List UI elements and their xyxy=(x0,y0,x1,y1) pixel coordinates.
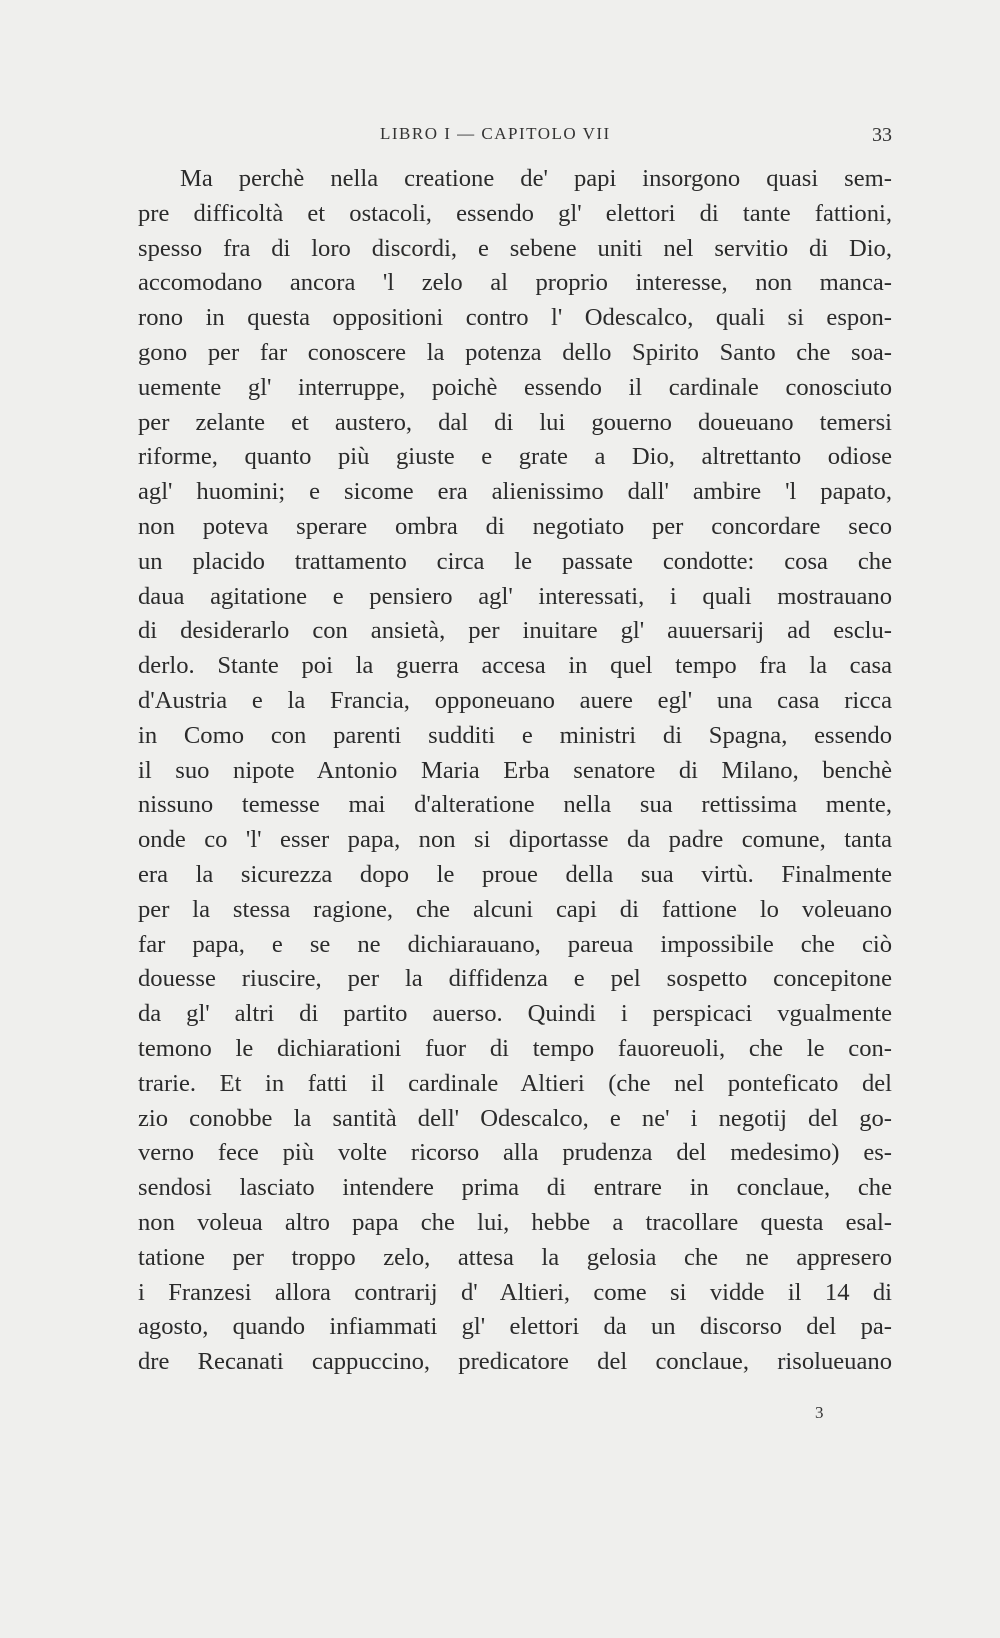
text-line: nissuno temesse mai d'alteratione nella sua rettissima mente, xyxy=(138,791,892,819)
text-line: agl' huomini; e sicome era alienissimo dall' ambire 'l papato, xyxy=(138,478,892,506)
text-line: il suo nipote Antonio Maria Erba senatore di Milano, benchè xyxy=(138,756,892,784)
text-line: verno fece più volte ricorso alla prudenza del medesimo) es- xyxy=(138,1139,892,1167)
text-line: per la stessa ragione, che alcuni capi di fattione lo voleuano xyxy=(138,895,892,923)
text-line: gono per far conoscere la potenza dello Spirito Santo che soa- xyxy=(138,338,892,366)
text-line: non voleua altro papa che lui, hebbe a tracollare questa esal- xyxy=(138,1208,892,1236)
text-line: era la sicurezza dopo le proue della sua virtù. Finalmente xyxy=(138,860,892,888)
text-line: sendosi lasciato intendere prima di entrare in conclaue, che xyxy=(138,1174,892,1202)
signature-mark: 3 xyxy=(815,1403,824,1422)
text-line: i Franzesi allora contrarij d' Altieri, come si vidde il 14 di xyxy=(138,1278,892,1306)
text-line: per zelante et austero, dal di lui gouerno doueuano temersi xyxy=(138,408,892,436)
text-line: un placido trattamento circa le passate condotte: cosa che xyxy=(138,547,892,575)
text-line: rono in questa oppositioni contro l' Odescalco, quali si espon- xyxy=(138,304,892,332)
text-line: douesse riuscire, per la diffidenza e pel sospetto concepitone xyxy=(138,965,892,993)
text-line: Ma perchè nella creatione de' papi insorgono quasi sem- xyxy=(180,165,892,192)
text-line: di desiderarlo con ansietà, per inuitare gl' auuersarij ad esclu- xyxy=(138,617,892,645)
text-line: pre difficoltà et ostacoli, essendo gl' elettori di tante fattioni, xyxy=(138,199,892,227)
text-line: d'Austria e la Francia, opponeuano auere egl' una casa ricca xyxy=(138,686,892,714)
text-line: tatione per troppo zelo, attesa la gelosia che ne appresero xyxy=(138,1243,892,1271)
body-text xyxy=(138,162,892,1380)
text-line: trarie. Et in fatti il cardinale Altieri (che nel ponteficato del xyxy=(138,1069,892,1097)
text-line: spesso fra di loro discordi, e sebene uniti nel servitio di Dio, xyxy=(138,234,892,262)
text-line: dre Recanati cappuccino, predicatore del conclaue, risolueuano xyxy=(138,1348,892,1376)
text-line: non poteva sperare ombra di negotiato per concordare seco xyxy=(138,512,892,540)
text-line: temono le dichiarationi fuor di tempo fauoreuoli, che le con- xyxy=(138,1034,892,1062)
running-head xyxy=(140,124,892,154)
text-line: riforme, quanto più giuste e grate a Dio, altrettanto odiose xyxy=(138,443,892,471)
text-line: far papa, e se ne dichiarauano, pareua impossibile che ciò xyxy=(138,930,892,958)
page-number: 33 xyxy=(872,124,892,146)
text-line: daua agitatione e pensiero agl' interessati, i quali mostrauano xyxy=(138,582,892,610)
running-title: LIBRO I — CAPITOLO VII xyxy=(380,124,611,143)
text-line: zio conobbe la santità dell' Odescalco, e ne' i negotij del go- xyxy=(138,1104,892,1132)
text-line: accomodano ancora 'l zelo al proprio interesse, non manca- xyxy=(138,269,892,297)
text-line: uemente gl' interruppe, poichè essendo il cardinale conosciuto xyxy=(138,373,892,401)
text-line: onde co 'l' esser papa, non si diportasse da padre comune, tanta xyxy=(138,826,892,854)
text-line: in Como con parenti sudditi e ministri di Spagna, essendo xyxy=(138,721,892,749)
text-line: derlo. Stante poi la guerra accesa in quel tempo fra la casa xyxy=(138,652,892,680)
text-line: agosto, quando infiammati gl' elettori da un discorso del pa- xyxy=(138,1313,892,1341)
text-line: da gl' altri di partito auerso. Quindi i perspicaci vgualmente xyxy=(138,1000,892,1028)
